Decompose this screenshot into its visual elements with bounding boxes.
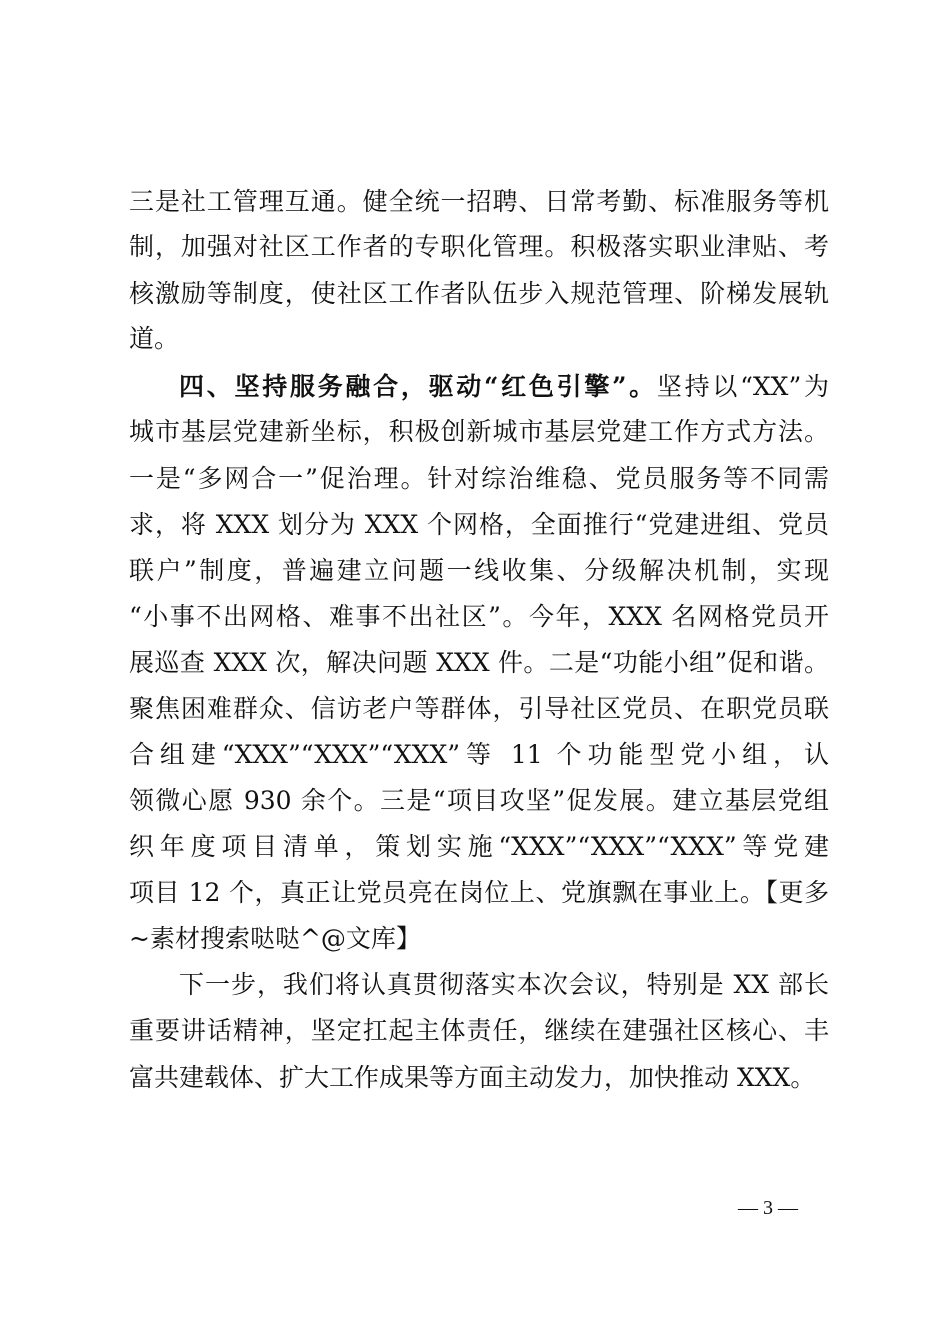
body-text-line: 下一步，我们将认真贯彻落实本次会议，特别是 XX 部长 bbox=[179, 970, 829, 999]
section-heading-line bbox=[179, 372, 829, 402]
body-text-line: 三是社工管理互通。健全统一招聘、日常考勤、标准服务等机 bbox=[129, 187, 829, 216]
body-text-line: 富共建载体、扩大工作成果等方面主动发力，加快推动 XXX。 bbox=[129, 1063, 816, 1092]
body-text-line: 联户”制度，普遍建立问题一线收集、分级解决机制，实现 bbox=[129, 556, 829, 585]
body-text-line: “小事不出网格、难事不出社区”。今年，XXX 名网格党员开 bbox=[129, 602, 829, 631]
body-text-line: 合组建“XXX”“XXX”“XXX”等 11 个功能型党小组，认 bbox=[129, 740, 829, 769]
body-text-line: 核激励等制度，使社区工作者队伍步入规范管理、阶梯发展轨 bbox=[129, 279, 829, 308]
body-text-line: 求，将 XXX 划分为 XXX 个网格，全面推行“党建进组、党员 bbox=[129, 510, 829, 539]
body-text-line: 织年度项目清单，策划实施“XXX”“XXX”“XXX”等党建 bbox=[129, 832, 829, 861]
body-text-line: 城市基层党建新坐标，积极创新城市基层党建工作方式方法。 bbox=[129, 417, 829, 446]
body-text-line: 制，加强对社区工作者的专职化管理。积极落实职业津贴、考 bbox=[129, 232, 829, 261]
body-text-line: 领微心愿 930 余个。三是“项目攻坚”促发展。建立基层党组 bbox=[129, 786, 829, 815]
body-text-line: 重要讲话精神，坚定扛起主体责任，继续在建强社区核心、丰 bbox=[129, 1016, 829, 1045]
body-text-run: 坚持以“XX”为 bbox=[656, 372, 829, 401]
body-text-line: 项目 12 个，真正让党员亮在岗位上、党旗飘在事业上。【更多 bbox=[129, 878, 829, 907]
body-text-line: 一是“多网合一”促治理。针对综治维稳、党员服务等不同需 bbox=[129, 464, 829, 493]
body-text-line: ~素材搜索哒哒^@文库】 bbox=[129, 924, 421, 953]
body-text-line: 聚焦困难群众、信访老户等群体，引导社区党员、在职党员联 bbox=[129, 694, 829, 723]
body-text-line: 展巡查 XXX 次，解决问题 XXX 件。二是“功能小组”促和谐。 bbox=[129, 648, 829, 677]
body-text-line: 道。 bbox=[129, 324, 180, 353]
page-number: — 3 — bbox=[738, 1197, 798, 1219]
section-heading: 四、坚持服务融合，驱动“红色引擎”。 bbox=[179, 372, 657, 401]
